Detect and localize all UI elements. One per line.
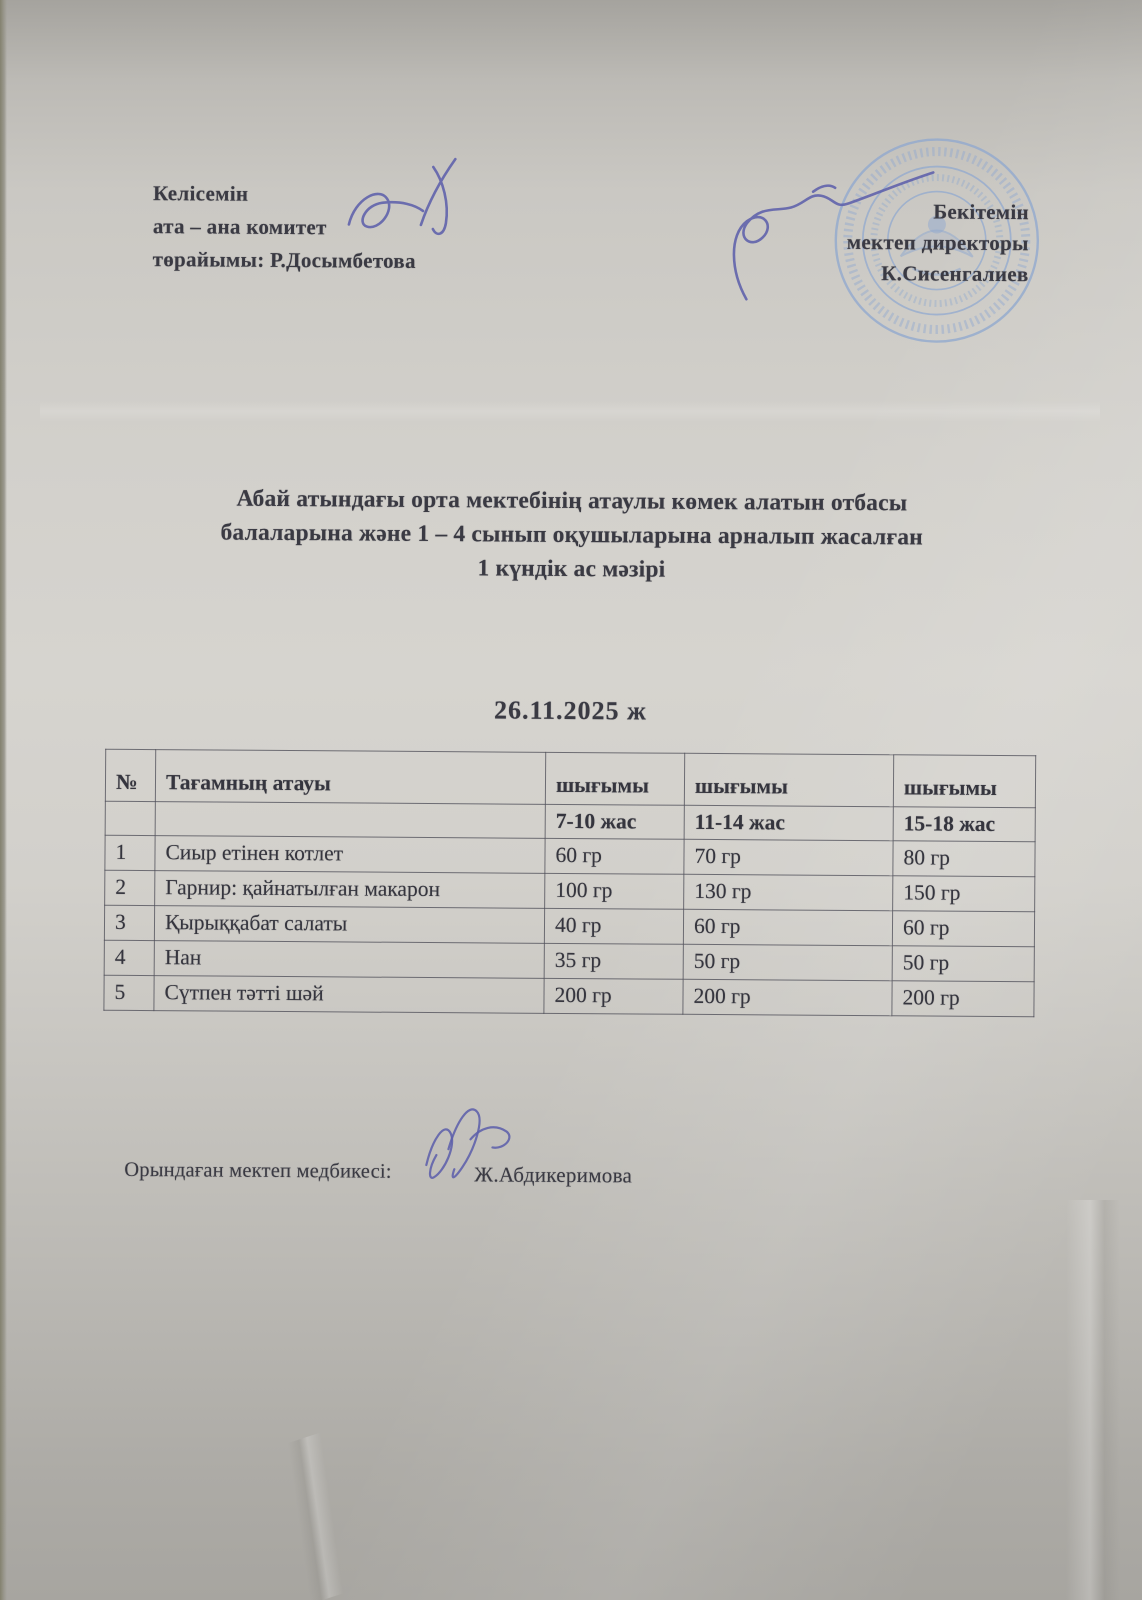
approval-left-line2: ата – ана комитет [152, 214, 327, 240]
subheader-empty-name [155, 802, 545, 839]
row-val-3: 50 гр [892, 946, 1034, 982]
row-num: 1 [105, 835, 155, 870]
header-output-2: шығымы [684, 753, 893, 806]
row-val-1: 100 гр [545, 873, 684, 909]
row-val-2: 50 гр [683, 944, 892, 980]
row-dish: Сүтпен тәтті шәй [154, 976, 544, 1014]
row-num: 2 [105, 870, 155, 905]
header-output-1: шығымы [545, 752, 684, 805]
approval-left-line1: Келісемін [153, 181, 249, 206]
row-val-1: 60 гр [545, 838, 684, 874]
row-dish: Гарнир: қайнатылған макарон [155, 871, 545, 909]
approval-left-line3: төрайымы: Р.Досымбетова [152, 247, 416, 273]
row-val-2: 60 гр [683, 909, 892, 945]
header-num: № [105, 749, 155, 801]
executor-name: Ж.Абдикеримова [474, 1162, 633, 1188]
row-num: 5 [104, 975, 154, 1010]
row-val-1: 40 гр [544, 908, 683, 944]
row-val-1: 200 гр [544, 978, 683, 1014]
director-signature [716, 147, 947, 319]
row-dish: Сиыр етінен котлет [155, 836, 545, 874]
row-num: 4 [104, 940, 154, 975]
table-row [104, 975, 1034, 1016]
row-val-3: 80 гр [893, 841, 1035, 877]
title-line2: балаларына және 1 – 4 сынып оқушыларына арналып жасалған [220, 519, 924, 551]
executor-label: Орындаған мектеп медбикесі: [124, 1158, 392, 1183]
menu-table [103, 749, 1036, 1017]
subheader-age-3: 15-18 жас [893, 807, 1035, 842]
row-dish: Қырыққабат салаты [154, 906, 544, 944]
row-val-2: 200 гр [683, 979, 892, 1015]
row-val-3: 200 гр [892, 981, 1034, 1017]
row-val-1: 35 гр [544, 943, 683, 979]
row-dish: Нан [154, 941, 544, 979]
row-num: 3 [104, 905, 154, 940]
approval-right-line2: мектеп директоры [846, 229, 1029, 256]
committee-signature [335, 144, 496, 265]
subheader-age-1: 7-10 жас [545, 804, 684, 839]
subheader-empty-num [105, 801, 155, 835]
table-header-row [105, 749, 1035, 807]
row-val-3: 60 гр [892, 911, 1034, 947]
subheader-age-2: 11-14 жас [684, 805, 893, 840]
row-val-3: 150 гр [893, 876, 1035, 912]
nurse-signature [404, 1091, 535, 1202]
row-val-2: 130 гр [684, 874, 893, 910]
header-output-3: шығымы [893, 755, 1035, 808]
title-line1: Абай атындағы орта мектебінің атаулы көмек алатын отбасы [236, 485, 908, 517]
row-val-2: 70 гр [684, 839, 893, 875]
approval-right-line3: К.Сисенгалиев [881, 261, 1029, 287]
title-line3: 1 күндік ас мәзірі [477, 555, 666, 583]
document-title [0, 480, 1142, 590]
header-dish-name: Тағамның атауы [155, 750, 545, 805]
menu-date: 26.11.2025 ж [493, 695, 648, 726]
approval-right-line1: Бекітемін [933, 199, 1030, 225]
